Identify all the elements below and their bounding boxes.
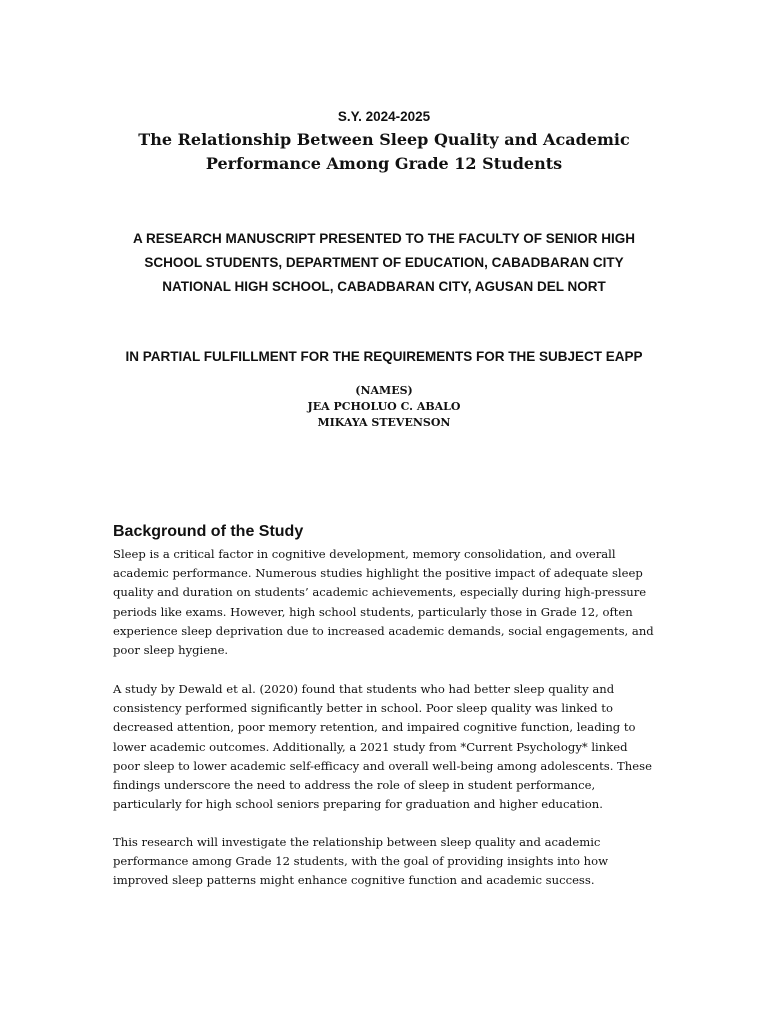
research-title-line: Performance Among Grade 12 Students [205,154,563,173]
paragraph-line: findings underscore the need to address the role of sleep in student performance, [113,778,596,793]
manuscript-line: A RESEARCH MANUSCRIPT PRESENTED TO THE FACULTY OF SENIOR HIGH [132,231,636,246]
paragraph [113,545,658,660]
author-name: MIKAYA STEVENSON [317,416,451,429]
manuscript-line: NATIONAL HIGH SCHOOL, CABADBARAN CITY, AGUSAN DEL NORT [162,279,606,294]
paragraph-line: decreased attention, poor memory retention, and impaired cognitive function, leading to [113,720,636,735]
paragraph-line: experience sleep deprivation due to increased academic demands, social engagements, and [113,623,654,638]
paragraph-line: A study by Dewald et al. (2020) found that students who had better sleep quality and [113,682,615,696]
author-block [0,383,768,431]
paragraph [113,680,658,814]
paragraph-line: consistency performed significantly better in school. Poor sleep quality was linked to [113,701,613,716]
names-label: (NAMES) [355,384,413,397]
paragraph-line: This research will investigate the relationship between sleep quality and academic [113,835,601,849]
paragraph-line: periods like exams. However, high school students, particularly those in Grade 12, often [113,604,633,619]
paragraph-line: poor sleep hygiene. [113,643,229,658]
fulfillment-statement: IN PARTIAL FULFILLMENT FOR THE REQUIREMENTS FOR THE SUBJECT EAPP [125,349,643,364]
paragraph-line: poor sleep to lower academic self-efficacy and overall well-being among adolescents. These [113,758,652,773]
paragraph-line: quality and duration on students’ academic achievements, especially during high-pressure [113,585,647,600]
research-title-line: The Relationship Between Sleep Quality and Academic [138,130,630,149]
paragraph-line: improved sleep patterns might enhance cognitive function and academic success. [113,873,595,888]
research-title [0,128,768,176]
paragraph-line: lower academic outcomes. Additionally, a 2021 study from *Current Psychology* linked [113,739,628,754]
manuscript-line: SCHOOL STUDENTS, DEPARTMENT OF EDUCATION, CABADBARAN CITY [144,255,624,270]
paragraph [113,833,658,891]
paragraph-line: particularly for high school seniors preparing for graduation and higher education. [113,797,603,812]
paragraph-line: performance among Grade 12 students, with the goal of providing insights into how [113,854,609,869]
section-heading: Background of the Study [113,523,304,540]
paragraph-line: academic performance. Numerous studies highlight the positive impact of adequate sleep [113,566,643,581]
school-year: S.Y. 2024-2025 [337,109,431,124]
paragraph-line: Sleep is a critical factor in cognitive development, memory consolidation, and overall [113,547,616,561]
manuscript-statement [110,227,658,299]
author-name: JEA PCHOLUO C. ABALO [307,400,461,413]
